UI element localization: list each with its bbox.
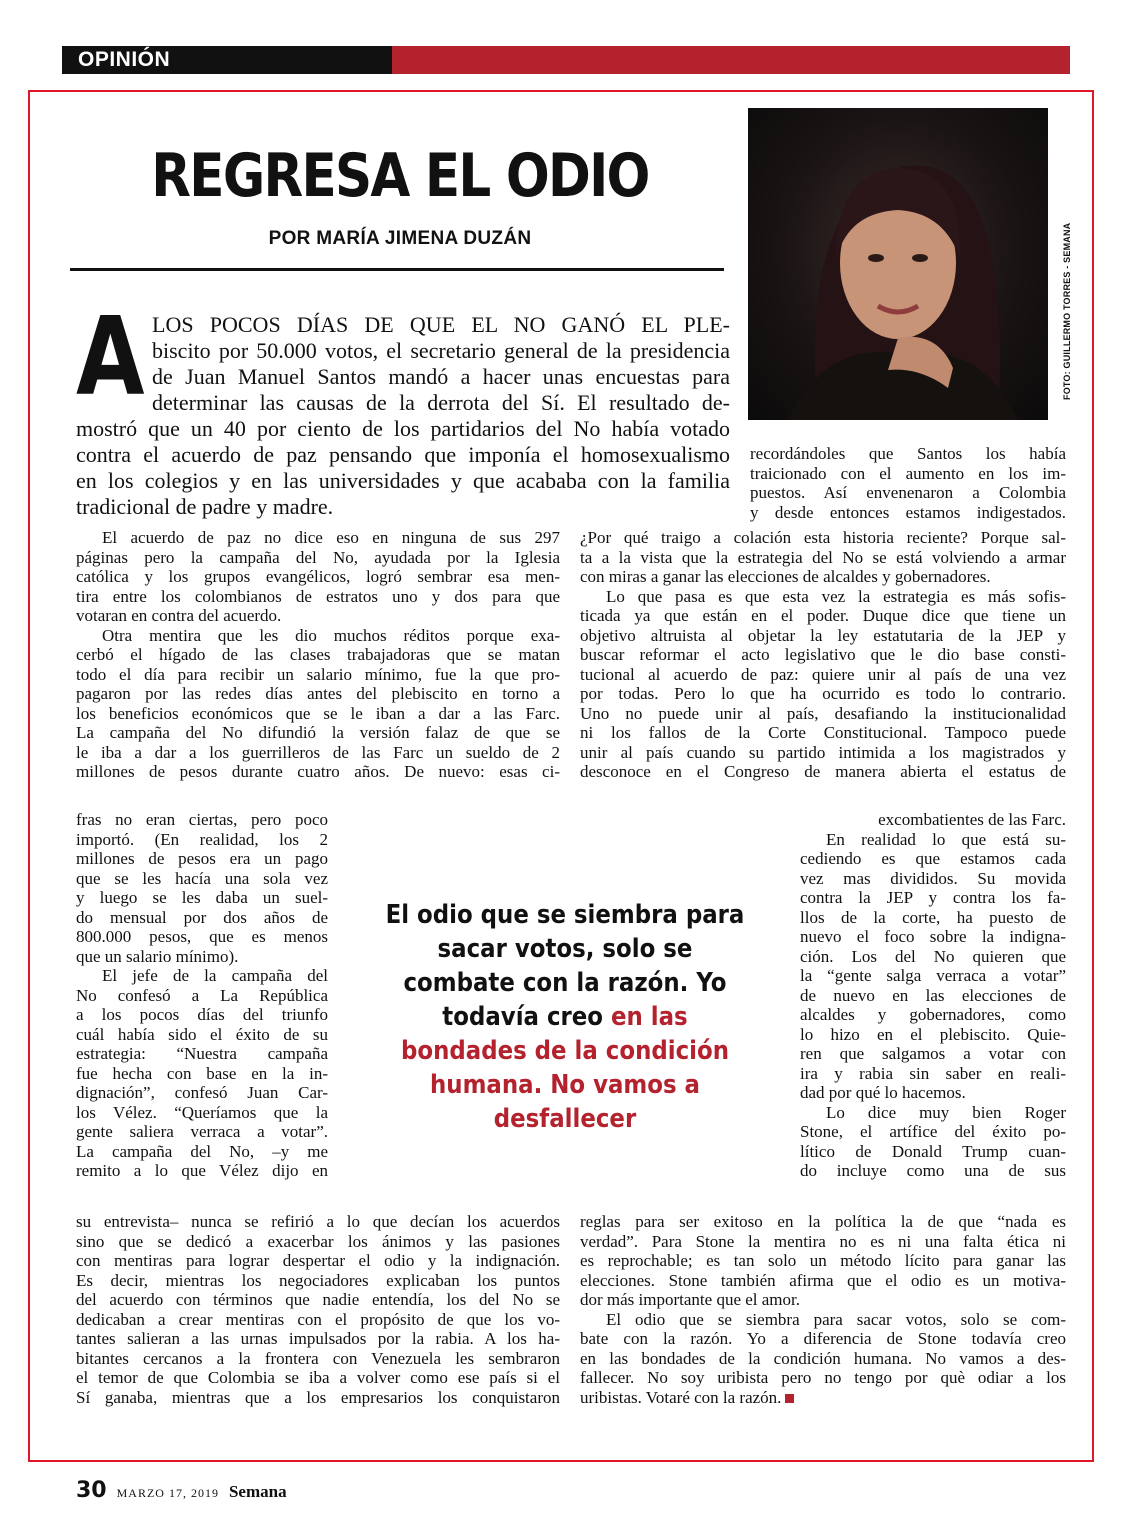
column1-narrow (76, 810, 328, 1181)
pull-quote-red: en las bondades de la condición humana. No vamos a desfallecer (400, 1002, 729, 1134)
body-line: le iba a dar a los guerrilleros de las Farc un sueldo de 2 (76, 742, 560, 762)
body-line: objetivo altruista al objetar la ley estatutaria de la JEP y (580, 625, 1066, 645)
body-line: Sí ganaba, mientras que a los empresarios los conquistaron (76, 1387, 560, 1407)
column2-bottom (580, 1212, 1066, 1407)
body-line: los Vélez. “Queríamos que la (76, 1102, 328, 1122)
author-photo (748, 108, 1048, 420)
page-number: 30 (76, 1478, 107, 1503)
body-line: dad por qué lo hacemos. (800, 1083, 966, 1102)
body-line: gente saliera verraca a votar”. (76, 1122, 328, 1141)
body-line: reglas para ser exitoso en la política la de que “nada es (580, 1212, 1066, 1231)
body-line: todo el día para recibir un salario mínimo, fue la que pro- (76, 664, 560, 684)
body-line: El jefe de la campaña del (102, 966, 328, 985)
body-line: Uno no puede unir al país, desafiando la institucionalidad (580, 703, 1066, 723)
headline: REGRESA EL ODIO (151, 141, 649, 211)
body-line: estrategia: “Nuestra campaña (76, 1044, 328, 1063)
lead-line: tradicional de padre y madre. (76, 494, 334, 519)
body-line: y desde entonces estamos indigestados. (750, 502, 1066, 522)
pull-quote (385, 898, 746, 1136)
lead-line: contra el acuerdo de paz pensando que imponía el homosexualismo (76, 442, 730, 467)
body-line: millones de pesos durante cuatro años. De nuevo: esas ci- (76, 762, 560, 781)
body-line: desconoce en el Congreso de manera abierta el estatus de (580, 762, 1066, 781)
body-line: dor más importante que el amor. (580, 1290, 800, 1309)
body-line: remito a lo que Vélez dijo en (76, 1161, 328, 1180)
body-line: do mensual por dos años de (76, 907, 328, 927)
body-line: recordándoles que Santos los había (750, 444, 1066, 463)
body-line: páginas pero la campaña del No, ayudada por la Iglesia (76, 547, 560, 567)
body-line: a los pocos días del triunfo (76, 1005, 328, 1024)
lead-line: mostró que un 40 por ciento de los partidarios del No había votado (76, 416, 730, 441)
body-line: vez mas divididos. Su movida (800, 868, 1066, 888)
column2-top-narrow (750, 444, 1066, 522)
body-line: pagaron por las redes días antes del plebiscito en torno a (76, 684, 560, 703)
body-line: dignación”, confesó Juan Car- (76, 1083, 328, 1102)
body-line: ¿Por qué traigo a colación esta historia reciente? Porque sal- (580, 528, 1066, 547)
headline-rule (70, 268, 724, 271)
body-line: en las bondades de la condición humana. No vamos a des- (580, 1348, 1066, 1368)
body-line: su entrevista– nunca se refirió a lo que decían los acuerdos (76, 1212, 560, 1231)
body-line: tira entre los colombianos de estratos uno y dos para que (76, 586, 560, 606)
end-mark-icon (785, 1394, 794, 1403)
body-line: que un salario mínimo). (76, 946, 239, 966)
body-line: fras no eran ciertas, pero poco (76, 810, 328, 829)
body-line: ta a la vista que la estrategia del No se está volviendo a armar (580, 547, 1066, 567)
body-line: que se les hacía una sola vez (76, 868, 328, 888)
body-line: contra la JEP y contra los fa- (800, 888, 1066, 907)
body-line: votaran en contra del acuerdo. (76, 606, 282, 625)
body-line: tantes salieran a las urnas impulsados por la rabia. A los ha- (76, 1329, 560, 1348)
body-line: del acuerdo con términos que nadie entendía, los del No se (76, 1290, 560, 1309)
body-line: La campaña del No difundió la versión falaz de que se (76, 723, 560, 742)
body-line: los beneficios económicos que se le iban a dar a las Farc. (76, 703, 560, 723)
body-line: lo hizo en el plebiscito. Quie- (800, 1024, 1066, 1044)
lead-line: biscito por 50.000 votos, el secretario general de la presidencia (152, 338, 730, 363)
column1-top (76, 528, 560, 782)
portrait-illustration (748, 108, 1048, 420)
body-line: verdad”. Para Stone la mentira no es ni una falta ética ni (580, 1231, 1066, 1251)
drop-cap: A (76, 295, 145, 420)
body-line: elecciones. Stone también afirma que el odio es un motiva- (580, 1270, 1066, 1290)
column2-narrow (800, 810, 1066, 1181)
body-line: El acuerdo de paz no dice eso en ninguna de sus 297 (102, 528, 560, 547)
issue-date: MARZO 17, 2019 (116, 1486, 219, 1500)
body-line: importó. (En realidad, los 2 (76, 829, 328, 849)
body-line: millones de pesos era un pago (76, 849, 328, 868)
page-footer (76, 1478, 287, 1503)
body-line: lítico de Donald Trump cuan- (800, 1141, 1066, 1161)
body-line: unir al país cuando su partido intimida a los magistrados y (580, 742, 1066, 762)
body-line: buscar reformar el acto legislativo que le dio base consti- (580, 645, 1066, 664)
body-line: dedicaban a crear mentiras con el propósito de que los vo- (76, 1309, 560, 1329)
body-line: ción. Los del No quieren que (800, 946, 1066, 966)
body-line: bate con la razón. Yo a diferencia de Stone todavía creo (580, 1329, 1066, 1348)
body-line: cerbó el hígado de las clases trabajadoras que se matan (76, 645, 560, 664)
body-line: puestos. Así envenenaron a Colombia (750, 483, 1066, 502)
body-line: nuevo el foco sobre la indigna- (800, 927, 1066, 946)
body-line: Otra mentira que les dio muchos réditos porque exa- (102, 625, 560, 645)
body-line: El odio que se siembra para sacar votos, solo se com- (606, 1309, 1066, 1329)
body-line: ren que salgamos a votar con (800, 1044, 1066, 1063)
body-line: por todas. Pero lo que ha ocurrido es todo lo contrario. (580, 684, 1066, 703)
body-line: cuál había sido el éxito de su (76, 1024, 328, 1044)
body-line: ni los fallos de la Corte Constitucional. Tampoco puede (580, 723, 1066, 742)
body-line: 800.000 pesos, que es menos (76, 927, 328, 946)
body-line: llos de la corte, ha puesto de (800, 907, 1066, 927)
lead-paragraph-indented (152, 312, 730, 416)
body-line: alcaldes y gobernadores, como (800, 1005, 1066, 1024)
lead-line: en los colegios y en las universidades y que acababa con la familia (76, 468, 730, 493)
body-line: No confesó a La República (76, 985, 328, 1005)
body-line: Lo dice muy bien Roger (826, 1102, 1066, 1122)
column2-middle (580, 528, 1066, 782)
body-line: ticada ya que están en el poder. Duque dice que tiene un (580, 606, 1066, 625)
body-line: el temor de que Colombia se iba a volver como ese país si el (76, 1368, 560, 1387)
body-line: fallecer. No soy uribista pero no tengo por què odiar a los (580, 1368, 1066, 1387)
body-line: con mentiras para lograr despertar el odio y la indignación. (76, 1251, 560, 1270)
body-line: ira y rabia sin saber en reali- (800, 1063, 1066, 1083)
photo-credit: FOTO: GUILLERMO TORRES - SEMANA (1062, 222, 1072, 400)
body-line: do incluye como una de sus (800, 1161, 1066, 1180)
lead-line: determinar las causas de la derrota del Sí. El resultado de- (152, 390, 730, 415)
body-line: de nuevo en las elecciones de (800, 985, 1066, 1005)
body-line: fue hecha con base en la in- (76, 1063, 328, 1083)
body-line: Lo que pasa es que esta vez la estrategia es más sofis- (606, 586, 1066, 606)
column1-bottom (76, 1212, 560, 1407)
body-line: excombatientes de las Farc. (878, 810, 1066, 829)
body-line: la “gente salga verraca a votar” (800, 966, 1066, 985)
body-line: católica y los grupos evangélicos, logró sembrar esa men- (76, 567, 560, 586)
lead-paragraph-full (76, 416, 730, 520)
body-line: bitantes cercanos a la frontera con Venezuela les sembraron (76, 1348, 560, 1368)
magazine-name: Semana (228, 1482, 287, 1501)
body-line: uribistas. Votaré con la razón. (580, 1388, 1066, 1408)
body-line: Stone, el artífice del éxito po- (800, 1122, 1066, 1141)
section-label: OPINIÓN (78, 48, 171, 71)
body-line: sino que se dedicó a exacerbar los ánimos y las pasiones (76, 1231, 560, 1251)
body-line: y luego se les daba un suel- (76, 888, 328, 907)
body-line: con miras a ganar las elecciones de alcaldes y gobernadores. (580, 567, 991, 586)
body-line: La campaña del No, –y me (76, 1141, 328, 1161)
body-line: traicionado con el aumento en los im- (750, 463, 1066, 483)
section-bar-red (392, 46, 1070, 74)
pull-quote-black: El odio que se siembra para sacar votos, solo se combate con la razón. Yo todavía creo (385, 900, 745, 1032)
lead-line: LOS POCOS DÍAS DE QUE EL NO GANÓ EL PLE- (152, 312, 730, 337)
byline: POR MARÍA JIMENA DUZÁN (268, 228, 532, 249)
body-line: En realidad lo que está su- (826, 829, 1066, 849)
lead-line: de Juan Manuel Santos mandó a hacer unas encuestas para (152, 364, 730, 389)
body-line: tucional al acuerdo de paz: quiere unir al país de una vez (580, 664, 1066, 684)
body-line: es reprochable; es tan solo un método lícito para ganar las (580, 1251, 1066, 1270)
body-line: cediendo es que estamos cada (800, 849, 1066, 868)
body-line: Es decir, mientras los negociadores explicaban los puntos (76, 1270, 560, 1290)
